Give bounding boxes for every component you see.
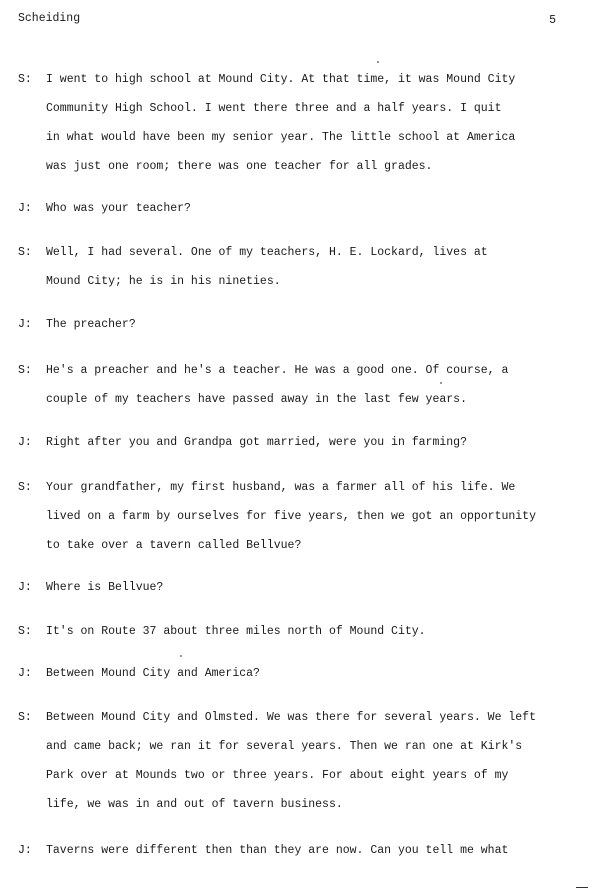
speaker-label: J: <box>18 318 32 331</box>
transcript-line: It's on Route 37 about three miles north of Mound City. <box>46 625 426 638</box>
speaker-label: J: <box>18 844 32 857</box>
transcript-line: Your grandfather, my first husband, was a farmer all of his life. We <box>46 481 516 494</box>
speaker-label: S: <box>18 711 32 724</box>
header-name: Scheiding <box>18 12 81 25</box>
speaker-label: S: <box>18 364 32 377</box>
transcript-line: lived on a farm by ourselves for five years, then we got an opportunity <box>46 510 536 523</box>
transcript-line: life, we was in and out of tavern business. <box>46 798 343 811</box>
transcript-line: I went to high school at Mound City. At that time, it was Mound City <box>46 73 516 86</box>
page-header <box>18 12 556 28</box>
transcript-line: was just one room; there was one teacher for all grades. <box>46 160 433 173</box>
transcript-line: and came back; we ran it for several years. Then we ran one at Kirk's <box>46 740 523 753</box>
transcript-line: Park over at Mounds two or three years. For about eight years of my <box>46 769 509 782</box>
speaker-label: S: <box>18 73 32 86</box>
transcript-line: to take over a tavern called Bellvue? <box>46 539 302 552</box>
scan-speck <box>440 382 442 384</box>
transcript-line: Right after you and Grandpa got married, were you in farming? <box>46 436 467 449</box>
transcript-line: Mound City; he is in his nineties. <box>46 275 281 288</box>
speaker-label: J: <box>18 202 32 215</box>
scan-speck <box>180 655 182 657</box>
speaker-label: S: <box>18 246 32 259</box>
transcript-line: He's a preacher and he's a teacher. He was a good one. Of course, a <box>46 364 509 377</box>
transcript-line: Between Mound City and Olmsted. We was there for several years. We left <box>46 711 536 724</box>
transcript-line: Who was your teacher? <box>46 202 191 215</box>
speaker-label: J: <box>18 581 32 594</box>
transcript-line: The preacher? <box>46 318 136 331</box>
transcript-line: in what would have been my senior year. The little school at America <box>46 131 516 144</box>
scan-mark <box>576 887 588 888</box>
transcript-line: Between Mound City and America? <box>46 667 260 680</box>
transcript-line: Well, I had several. One of my teachers, H. E. Lockard, lives at <box>46 246 488 259</box>
speaker-label: S: <box>18 481 32 494</box>
speaker-label: J: <box>18 436 32 449</box>
speaker-label: S: <box>18 625 32 638</box>
speaker-label: J: <box>18 667 32 680</box>
transcript-line: Taverns were different then than they are now. Can you tell me what <box>46 844 509 857</box>
transcript-line: Where is Bellvue? <box>46 581 164 594</box>
transcript-line: couple of my teachers have passed away in the last few years. <box>46 393 467 406</box>
page-number: 5 <box>549 14 556 27</box>
scan-speck <box>377 61 379 63</box>
transcript-line: Community High School. I went there three and a half years. I quit <box>46 102 502 115</box>
